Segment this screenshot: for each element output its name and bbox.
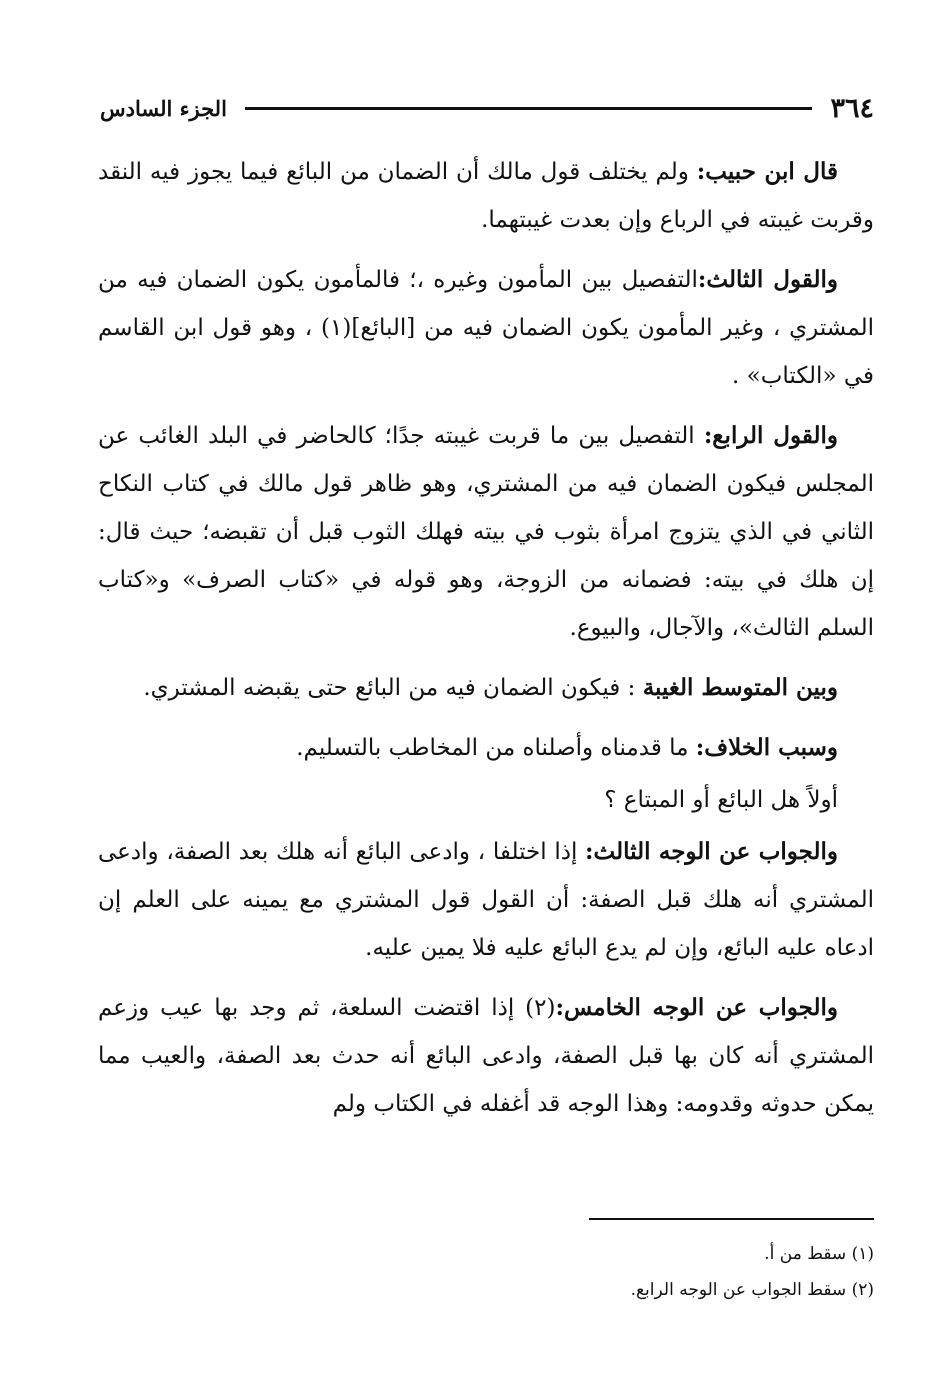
paragraph-lead: وبين المتوسط الغيبة [642,674,838,701]
paragraph-lead: والقول الرابع: [703,422,838,449]
paragraph-lead: والقول الثالث: [697,266,839,293]
paragraph-lead: والجواب عن الوجه الثالث: [585,838,838,865]
header-rule [245,107,813,110]
page-header [100,88,874,128]
paragraph-text: ما قدمناه وأصلناه من المخاطب بالتسليم. [296,735,696,761]
paragraph-text: ولم يختلف قول مالك أن الضمان من البائع فيما يجوز فيه النقد وقربت غيبته في الرباع وإن بعدت غيبتهما. [98,159,874,233]
paragraph [98,664,874,712]
paragraph [98,828,874,972]
paragraph-text: إذا اختلفا ، وادعى البائع أنه هلك بعد الصفة، وادعى المشتري أنه هلك قبل الصفة: أن القول قول المشتري مع يمينه على العلم إن ادعاه عليه البائع، وإن لم يدع البائع عليه فلا يمين عليه. [98,839,874,961]
paragraph [98,984,874,1128]
paragraph-text: أولاً هل البائع أو المبتاع ؟ [604,787,838,813]
paragraph [98,148,874,244]
paragraph-text: : فيكون الضمان فيه من البائع حتى يقبضه المشتري. [143,675,643,701]
paragraph-lead: والجواب عن الوجه الخامس: [555,994,838,1021]
paragraph-text: التفصيل بين المأمون وغيره ،؛ فالمأمون يكون الضمان فيه من المشتري ، وغير المأمون يكون الضمان فيه من [البائع](١) ، وهو قول ابن القاسم في «الكتاب» . [98,267,874,389]
paragraph-text: التفصيل بين ما قربت غيبته جدًا؛ كالحاضر في البلد الغائب عن المجلس فيكون الضمان فيه من المشتري، وهو ظاهر قول مالك في كتاب النكاح الثاني في الذي يتزوج امرأة بثوب في بيته فهلك الثوب قبل أن تقبضه؛ حيث قال: إن هلك في بيته: فضمانه من الزوجة، وهو قوله في «كتاب الصرف» و«كتاب السلم الثالث»، والآجال، والبيوع. [98,423,874,641]
footnote: (٢) سقط الجواب عن الوجه الرابع. [630,1280,874,1300]
paragraph [98,412,874,652]
paragraph [98,776,874,824]
paragraph [98,256,874,400]
running-title: الجزء السادس [100,95,227,121]
footnotes [98,1236,874,1308]
body-text [98,148,874,1140]
paragraph-lead: قال ابن حبيب: [696,158,839,185]
paragraph-lead: وسبب الخلاف: [695,734,838,761]
footnote: (١) سقط من أ. [764,1244,874,1264]
paragraph [98,724,874,772]
footnote-rule [589,1218,874,1220]
page-number: ٣٦٤ [830,92,874,124]
paragraph-text: (٢) إذا اقتضت السلعة، ثم وجد بها عيب وزعم المشتري أنه كان بها قبل الصفة، وادعى البائع أنه حدث بعد الصفة، والعيب مما يمكن حدوثه وقدومه: وهذا الوجه قد أغفله في الكتاب ولم [98,995,874,1117]
